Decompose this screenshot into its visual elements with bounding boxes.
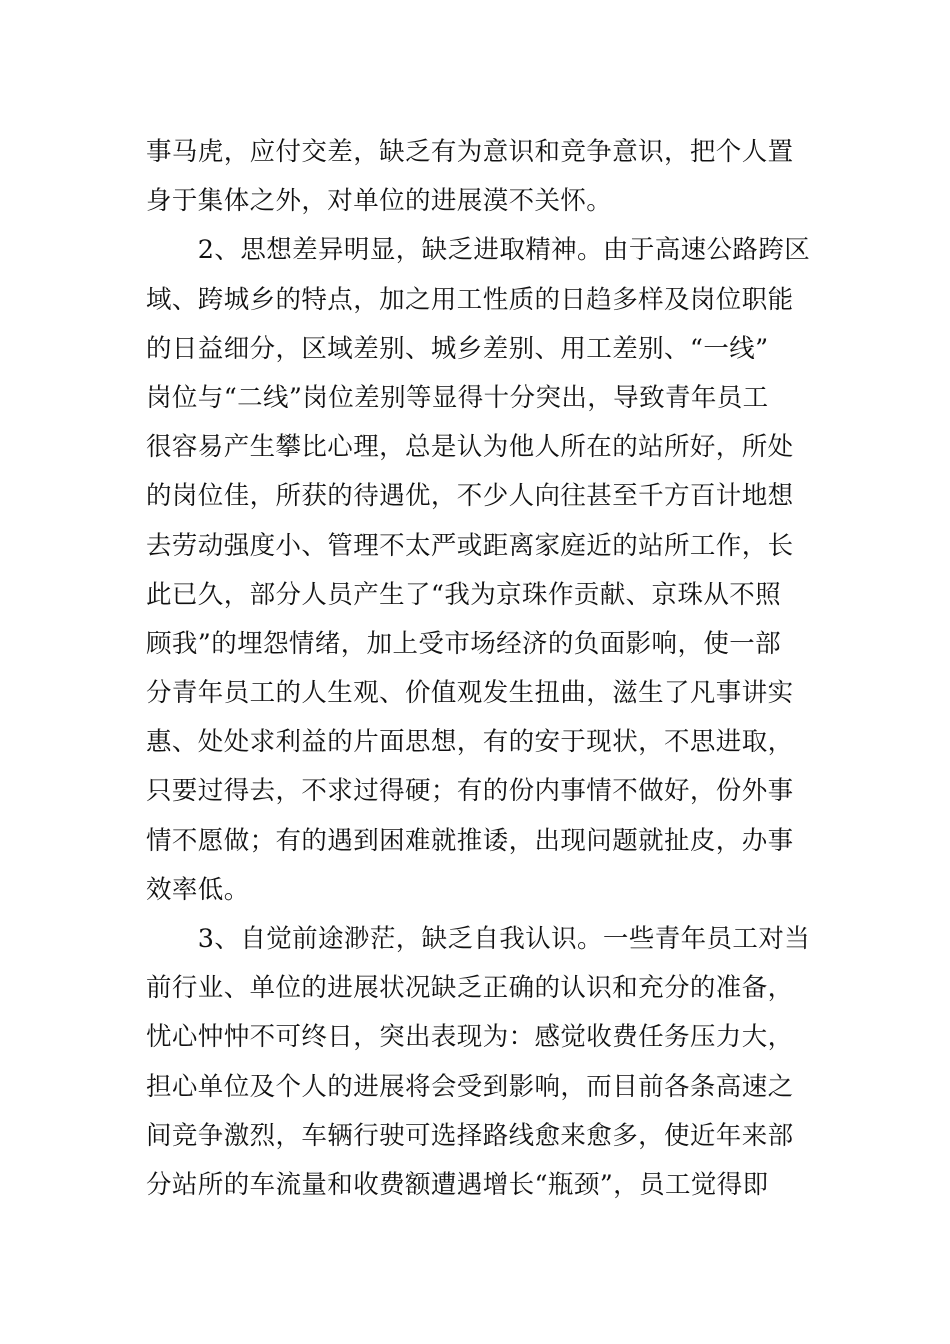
text-line: 分站所的车流量和收费额遭遇增长“瓶颈”，员工觉得即 (146, 1169, 769, 1200)
text-line: 忧心忡忡不可终日，突出表现为：感觉收费任务压力大， (146, 1022, 794, 1053)
text-line: 效率低。 (146, 874, 250, 905)
text-line: 岗位与“二线”岗位差别等显得十分突出，导致青年员工 (146, 382, 769, 413)
text-line: 分青年员工的人生观、价值观发生扭曲，滋生了凡事讲实 (146, 678, 794, 709)
text-line: 身于集体之外，对单位的进展漠不关怀。 (146, 186, 613, 217)
text-line: 担心单位及个人的进展将会受到影响，而目前各条高速之 (146, 1071, 794, 1102)
text-line: 域、跨城乡的特点，加之用工性质的日趋多样及岗位职能 (146, 284, 794, 315)
text-line: 去劳动强度小、管理不太严或距离家庭近的站所工作，长 (146, 530, 794, 561)
text-line: 顾我”的埋怨情绪，加上受市场经济的负面影响，使一部 (146, 628, 782, 659)
text-line: 事马虎，应付交差，缺乏有为意识和竞争意识，把个人置 (146, 137, 794, 167)
text-line: 间竞争激烈，车辆行驶可选择路线愈来愈多，使近年来部 (146, 1120, 794, 1151)
text-line: 情不愿做；有的遇到困难就推诿，出现问题就扯皮，办事 (146, 825, 794, 856)
text-line: 前行业、单位的进展状况缺乏正确的认识和充分的准备， (146, 973, 794, 1004)
text-line: 很容易产生攀比心理，总是认为他人所在的站所好，所处 (146, 432, 794, 463)
text-line: 3、自觉前途渺茫，缺乏自我认识。一些青年员工对当 (146, 924, 811, 954)
text-line: 惠、处处求利益的片面思想，有的安于现状，不思进取， (146, 727, 794, 758)
body-text (146, 128, 810, 1210)
text-line: 的岗位佳，所获的待遇优，不少人向往甚至千方百计地想 (146, 481, 794, 512)
text-line: 的日益细分，区域差别、城乡差别、用工差别、“一线” (146, 333, 769, 364)
text-line: 2、思想差异明显，缺乏进取精神。由于高速公路跨区 (146, 235, 811, 266)
text-line: 此已久，部分人员产生了“我为京珠作贡献、京珠从不照 (146, 579, 782, 610)
text-line: 只要过得去，不求过得硬；有的份内事情不做好，份外事 (146, 776, 794, 807)
